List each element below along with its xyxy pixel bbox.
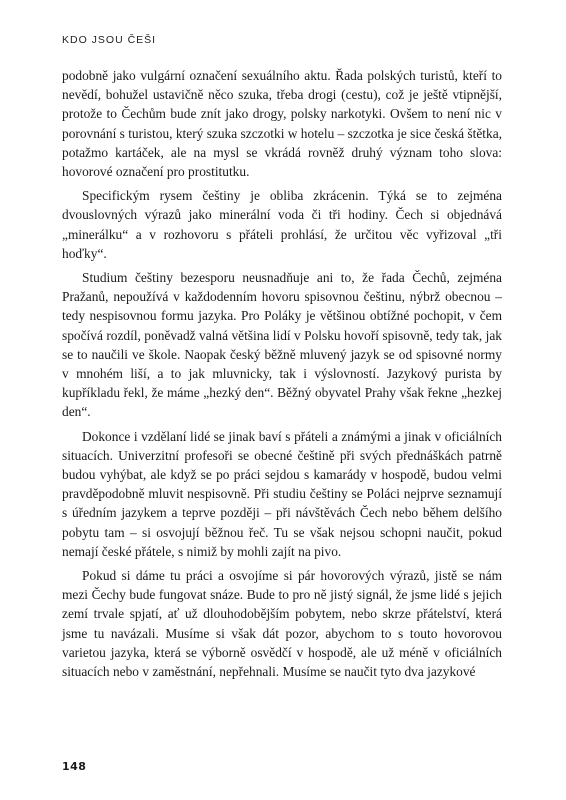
paragraph: Specifickým rysem češtiny je obliba zkrácenin. Týká se to zejména dvouslovných výrazů jako minerální voda či tři hodiny. Čech si objednává „minerálku“ a v rozhovoru s přáteli prohlásí, že určitou věc vyřizoval „tři hoďky“. <box>62 188 502 261</box>
paragraph: Studium češtiny bezesporu neusnadňuje ani to, že řada Čechů, zejména Pražanů, nepoužívá v každodenním hovoru spisovnou češtinu, nýbrž obecnou – tedy nespisovnou formu jazyka. Pro Poláky je většinou obtížné pochopit, v čem spočívá rozdíl, poněvadž valná většina lidí v Polsku hovoří spisovně, tedy tak, jak se to naučili ve škole. Naopak český běžně mluvený jazyk se od spisovné normy v mnohém liší, a to jak mluvnicky, tak i výslovností. Jazykový purista by kupříkladu řekl, že máme „hezký den“. Běžný obyvatel Prahy však řekne „hezkej den“. <box>62 270 502 420</box>
paragraph: Pokud si dáme tu práci a osvojíme si pár hovorových výrazů, jistě se nám mezi Čechy bude fungovat snáze. Bude to pro ně jistý signál, že jsme lidé s jejich zemí trvale spjatí, ať už dlouhodobějším pobytem, nebo skrze přátelství, která jsme tu navázali. Musíme si však dát pozor, abychom to s touto hovorovou varietou jazyka, která se výborně osvědčí v hospodě, ale už méně v oficiálních situacích nebo v zaměstnání, nepřehnali. Musíme se naučit tyto dva jazykové <box>62 568 502 680</box>
paragraph: podobně jako vulgární označení sexuálního aktu. Řada polských turistů, kteří to nevědí, bohužel ustavičně něco szuka, třeba drogi (cestu), což je ještě vtipnější, protože to Čechům bude znít jako drogy, polsky narkotyki. Ovšem to není nic v porovnání s turistou, který szuka szczotki w hotelu – szczotka je sice česká štětka, potažmo kartáček, ale na mysl se vkrádá rovněž druhý význam toho slova: hovorové označení pro prostitutku. <box>62 68 502 180</box>
running-head: KDO JSOU ČEŠI <box>62 34 157 46</box>
page-number: 148 <box>62 760 87 773</box>
body-text <box>62 66 502 686</box>
paragraph: Dokonce i vzdělaní lidé se jinak baví s přáteli a známými a jinak v oficiálních situacích. Univerzitní profesoři se obecné češtině při svých přednáškách patrně budou vyhýbat, ale když se po práci sejdou s kamarády v hospodě, budou velmi pravděpodobně mluvit nespisovně. Při studiu češtiny se Poláci nejprve seznamují s úředním jazykem a teprve později – při návštěvách Čech nebo během delšího pobytu tam – si osvojují běžnou řeč. Tu se však nejsou schopni naučit, pokud nemají české přátele, s nimiž by mohli zajít na pivo. <box>62 428 502 559</box>
